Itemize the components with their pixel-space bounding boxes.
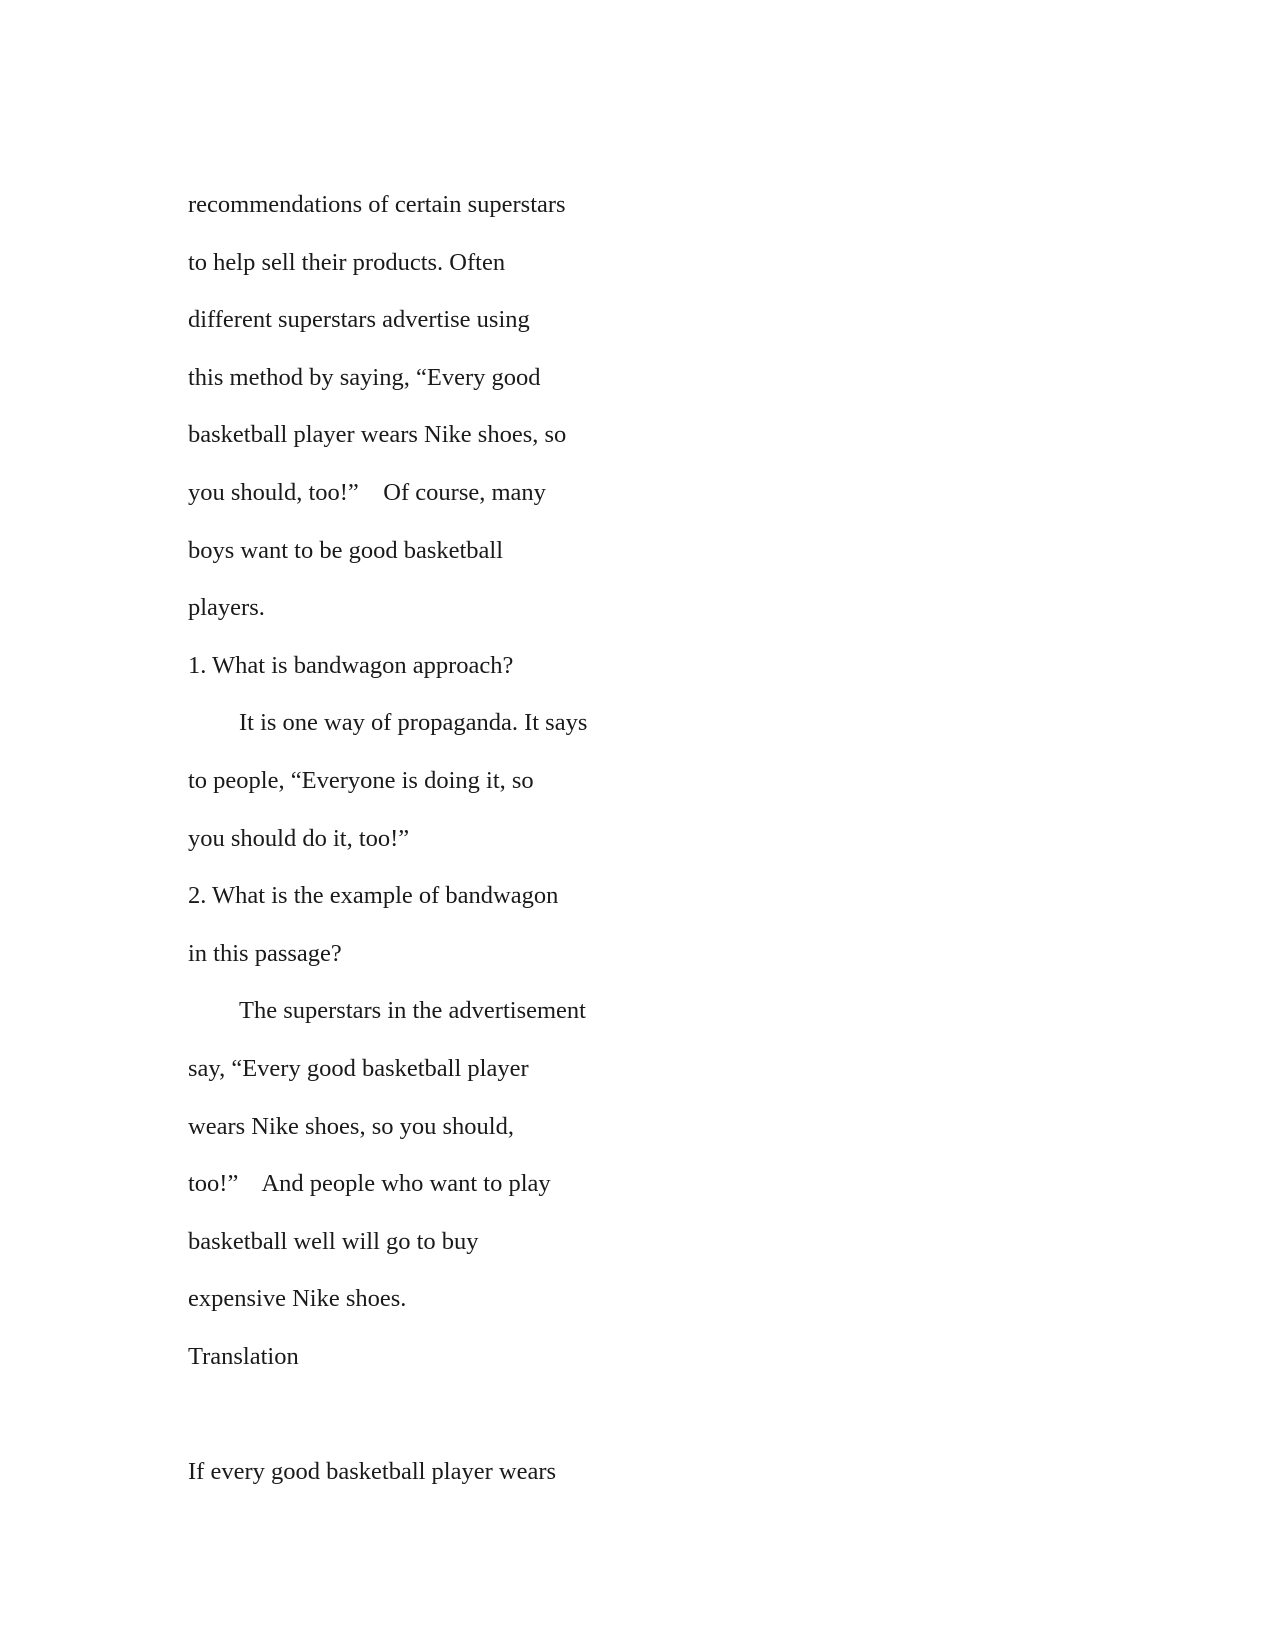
answer-1-line: you should do it, too!” [188,824,410,852]
answer-2-line: expensive Nike shoes. [188,1285,407,1313]
body-line: recommendations of certain superstars [188,191,566,218]
body-line: different superstars advertise using [188,306,530,334]
question-2: 2. What is the example of bandwagon [188,882,559,910]
document-body [188,176,708,1501]
body-line: to help sell their products. Often [188,248,506,276]
question-2: in this passage? [188,939,342,967]
section-heading-translation: Translation [188,1342,299,1370]
body-line: this method by saying, “Every good [188,363,541,391]
answer-1-line: to people, “Everyone is doing it, so [188,766,534,794]
answer-2-line: The superstars in the advertisement [239,997,586,1025]
body-line: basketball player wears Nike shoes, so [188,421,567,449]
answer-2-line: basketball well will go to buy [188,1227,479,1255]
translation-line: If every good basketball player wears [188,1458,557,1486]
body-line: players. [188,594,265,622]
question-1: 1. What is bandwagon approach? [188,651,514,679]
body-line: boys want to be good basketball [188,536,504,564]
answer-2-line: too!” And people who want to play [188,1170,551,1198]
answer-2-line: say, “Every good basketball player [188,1054,529,1082]
answer-2-line: wears Nike shoes, so you should, [188,1112,514,1140]
answer-1-line: It is one way of propaganda. It says [239,709,588,737]
body-line: you should, too!” Of course, many [188,478,546,506]
blank-line [188,1385,708,1443]
